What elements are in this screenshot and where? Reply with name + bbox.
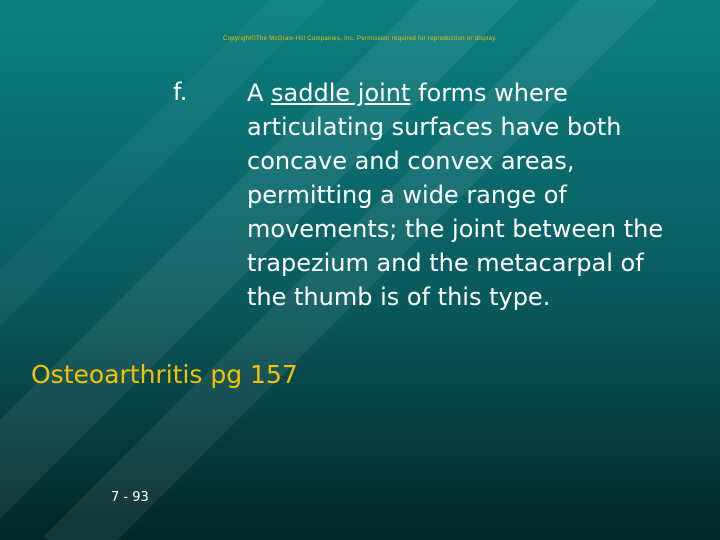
- list-item-letter: f.: [173, 78, 188, 106]
- osteoarthritis-reference: Osteoarthritis pg 157: [31, 360, 298, 389]
- definition-text-start: A: [247, 79, 272, 107]
- saddle-joint-definition: [247, 76, 687, 314]
- copyright-notice: Copyright©The McGraw-Hill Companies, Inc. Permission required for reproduction or display.: [222, 36, 498, 42]
- saddle-joint-term: saddle joint: [271, 79, 411, 107]
- definition-text-rest: forms where articulating surfaces have both concave and convex areas, permitting a wide range of movements; the joint between the trapezium and the metacarpal of the thumb is of this type.: [247, 79, 664, 311]
- slide-number: 7 - 93: [111, 490, 149, 505]
